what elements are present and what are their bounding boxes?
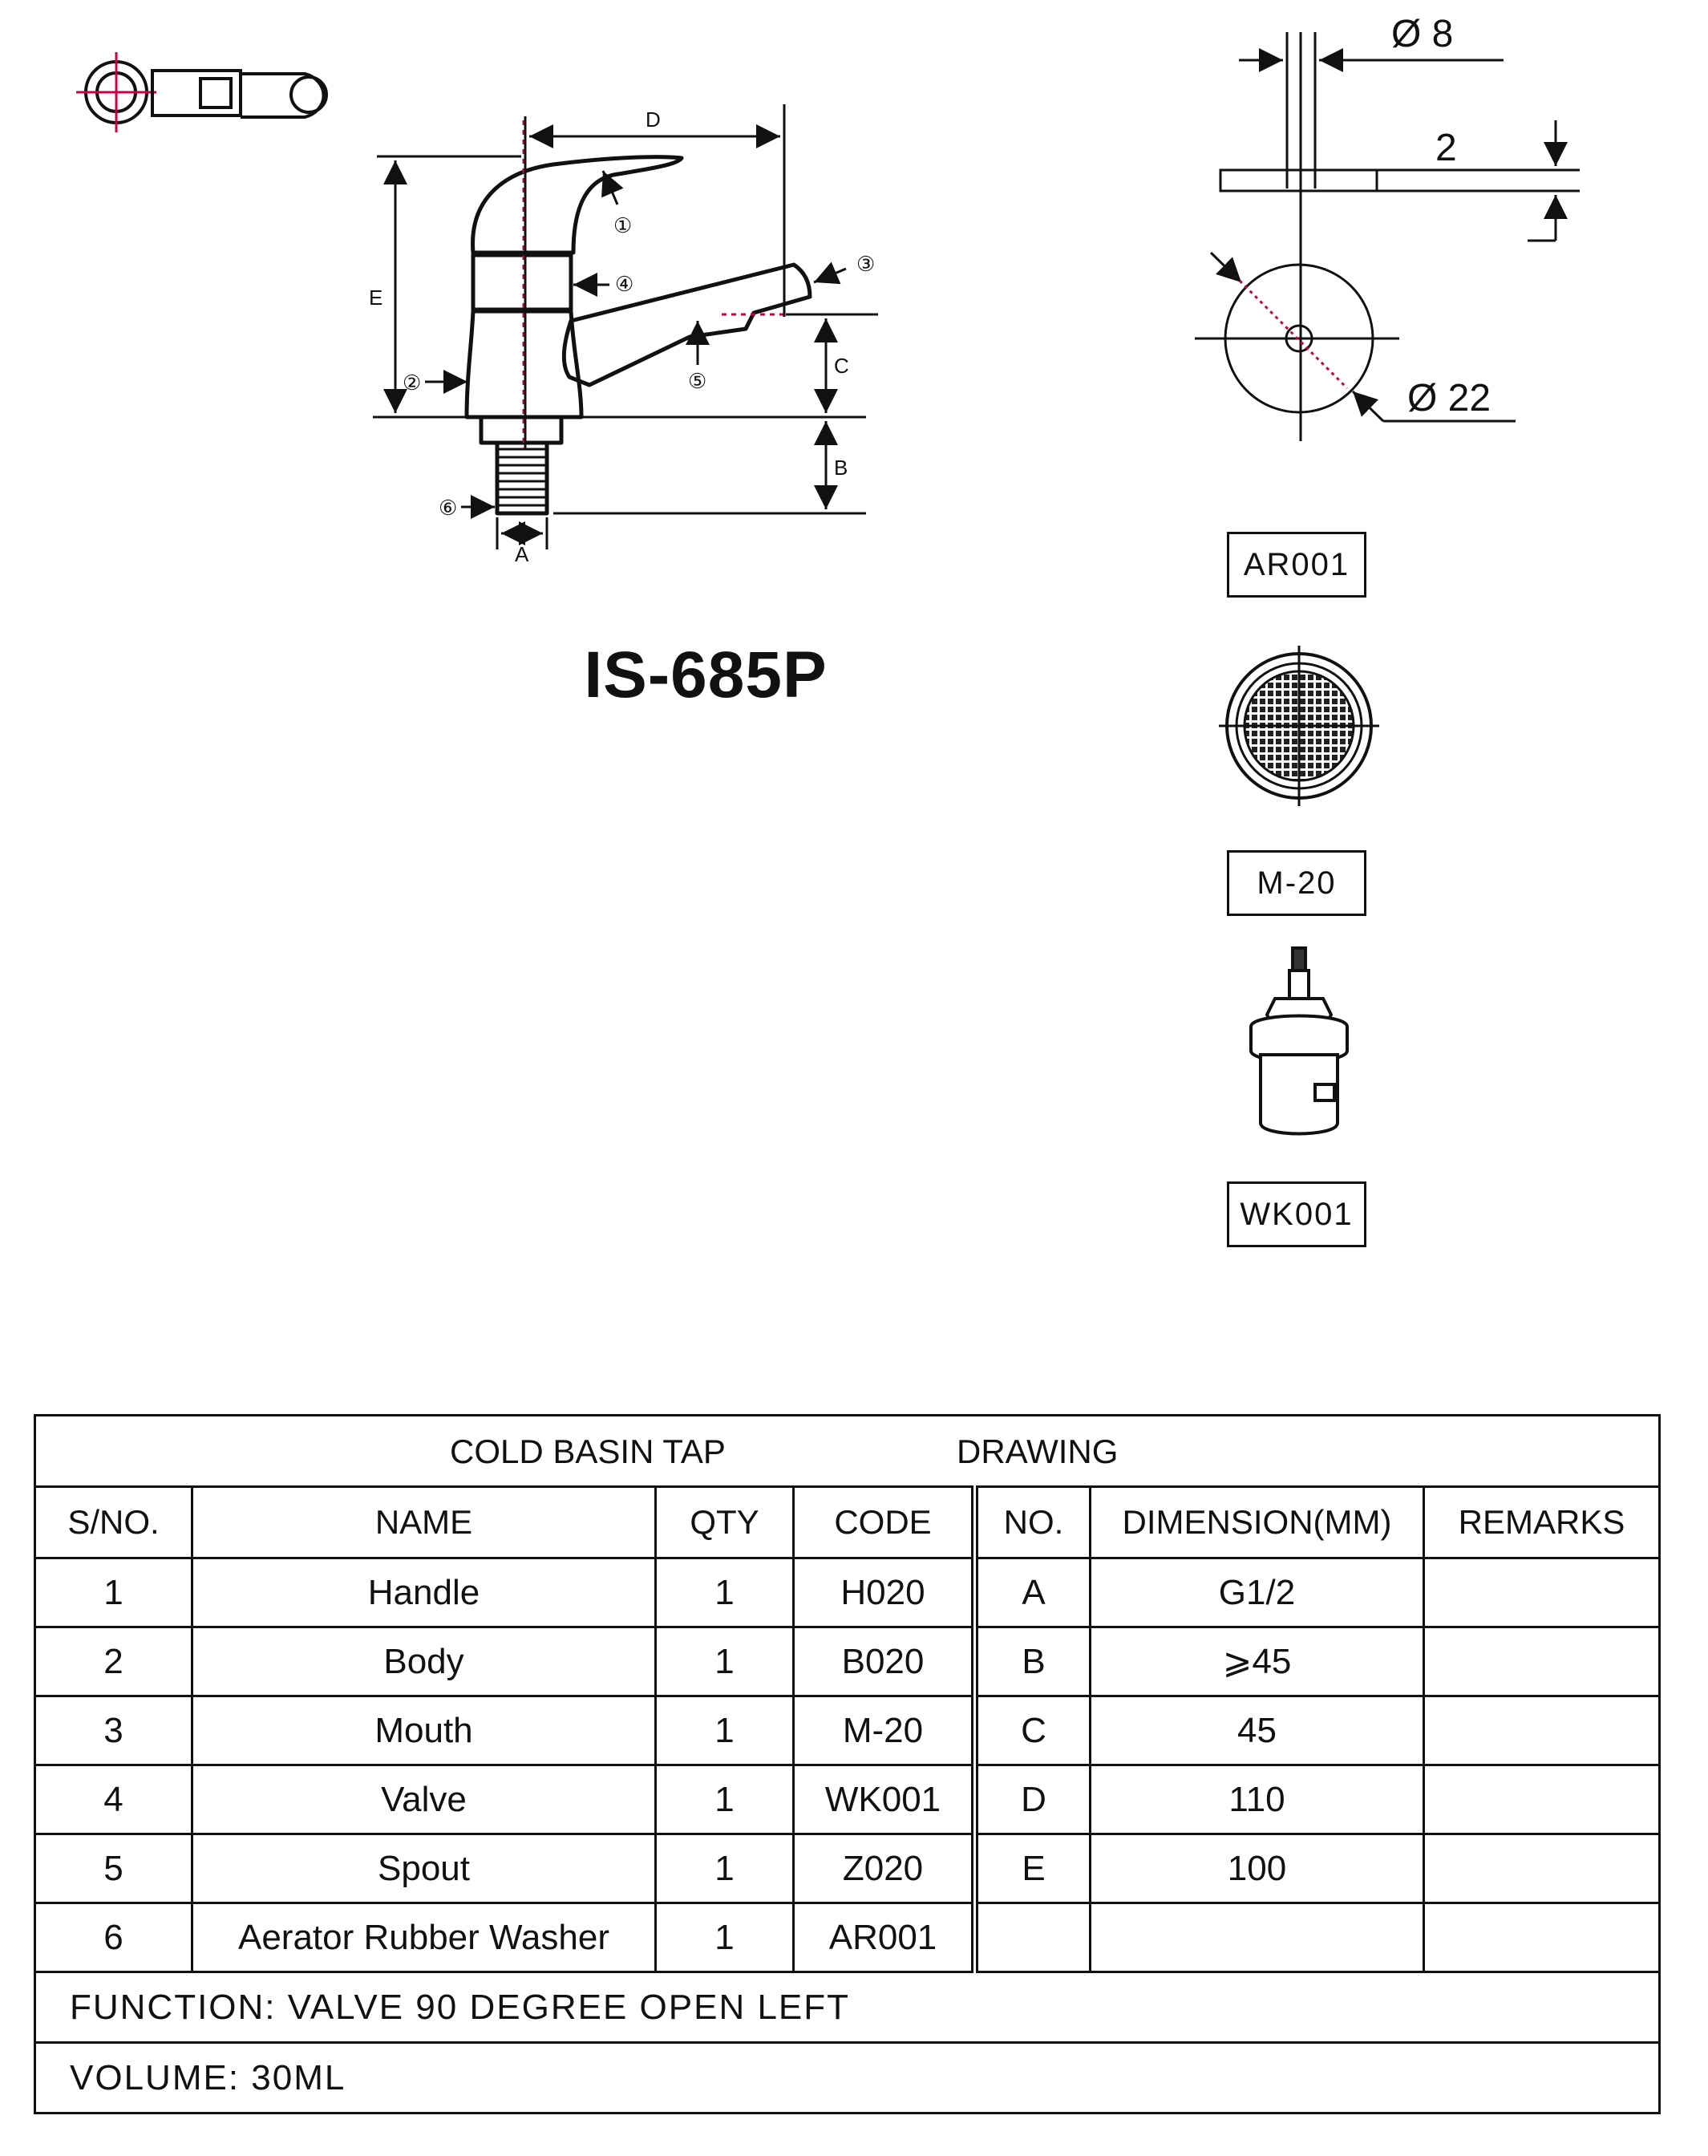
- cell-remarks: [1424, 1696, 1660, 1765]
- cell-remarks: [1424, 1765, 1660, 1834]
- cell-name: Aerator Rubber Washer: [192, 1903, 656, 1972]
- cell-no: B: [975, 1627, 1091, 1696]
- cell-qty: 1: [656, 1903, 794, 1972]
- valve-cartridge: [1251, 948, 1347, 1134]
- cell-no: E: [975, 1834, 1091, 1903]
- part-label-m20: M-20: [1227, 850, 1366, 916]
- header-code: CODE: [794, 1487, 975, 1558]
- dim-letter-e: E: [369, 286, 383, 310]
- cell-sno: 6: [35, 1903, 192, 1972]
- table-row: [35, 1696, 1660, 1765]
- cell-dimension: 110: [1091, 1765, 1424, 1834]
- cell-qty: 1: [656, 1558, 794, 1627]
- header-dimension: DIMENSION(MM): [1091, 1487, 1424, 1558]
- tap-top-view: [76, 52, 326, 132]
- cell-sno: 1: [35, 1558, 192, 1627]
- hole-diameter-label: Ø 8: [1391, 13, 1454, 55]
- volume-row: [35, 2043, 1660, 2113]
- header-no: NO.: [975, 1487, 1091, 1558]
- callout-2: ②: [403, 371, 422, 395]
- table-title: COLD BASIN TAP: [450, 1433, 726, 1470]
- cell-dimension: 45: [1091, 1696, 1424, 1765]
- cell-code: AR001: [794, 1903, 975, 1972]
- cell-dimension: G1/2: [1091, 1558, 1424, 1627]
- cell-qty: 1: [656, 1765, 794, 1834]
- cell-name: Mouth: [192, 1696, 656, 1765]
- callout-4: ④: [615, 272, 634, 296]
- dim-letter-c: C: [834, 354, 849, 378]
- thread-lines: [497, 449, 547, 505]
- cell-remarks: [1424, 1834, 1660, 1903]
- outer-diameter-label: Ø 22: [1407, 377, 1491, 419]
- cell-remarks: [1424, 1627, 1660, 1696]
- dim-letter-b: B: [834, 456, 848, 480]
- cell-no: A: [975, 1558, 1091, 1627]
- callout-6: ⑥: [439, 496, 458, 520]
- cell-code: WK001: [794, 1765, 975, 1834]
- cell-qty: 1: [656, 1834, 794, 1903]
- table-row: [35, 1834, 1660, 1903]
- table-header-row: [35, 1487, 1660, 1558]
- cell-remarks: [1424, 1558, 1660, 1627]
- cell-code: Z020: [794, 1834, 975, 1903]
- thickness-label: 2: [1435, 127, 1457, 169]
- part-label-wk001: WK001: [1227, 1181, 1366, 1247]
- cell-sno: 5: [35, 1834, 192, 1903]
- cell-sno: 4: [35, 1765, 192, 1834]
- bill-of-materials-table: [34, 1414, 1661, 2114]
- cell-sno: 3: [35, 1696, 192, 1765]
- cell-remarks: [1424, 1903, 1660, 1972]
- table-subtitle: DRAWING: [957, 1433, 1119, 1470]
- header-name: NAME: [192, 1487, 656, 1558]
- cell-dimension: 100: [1091, 1834, 1424, 1903]
- mouth-aerator-view: [1219, 646, 1379, 806]
- part-label-ar001: AR001: [1227, 532, 1366, 598]
- callout-3: ③: [856, 252, 876, 276]
- cell-dimension: [1091, 1903, 1424, 1972]
- cell-code: M-20: [794, 1696, 975, 1765]
- dim-letter-a: A: [515, 542, 529, 566]
- cell-code: H020: [794, 1558, 975, 1627]
- cell-code: B020: [794, 1627, 975, 1696]
- table-row: [35, 1903, 1660, 1972]
- tap-side-view: [467, 157, 810, 513]
- table-row: [35, 1558, 1660, 1627]
- table-row: [35, 1627, 1660, 1696]
- aerator-washer-detail: [1195, 32, 1580, 441]
- dim-letter-d: D: [646, 107, 661, 132]
- cell-sno: 2: [35, 1627, 192, 1696]
- callout-1: ①: [613, 213, 633, 237]
- callout-arrows: [425, 171, 846, 507]
- cell-name: Handle: [192, 1558, 656, 1627]
- cell-no: [975, 1903, 1091, 1972]
- header-sno: S/NO.: [35, 1487, 192, 1558]
- volume-note: VOLUME: 30ML: [35, 2043, 1660, 2113]
- cell-name: Spout: [192, 1834, 656, 1903]
- function-row: [35, 1972, 1660, 2043]
- cell-qty: 1: [656, 1627, 794, 1696]
- cell-name: Valve: [192, 1765, 656, 1834]
- aerator-dim-labels: [1391, 13, 1491, 419]
- table-row: [35, 1765, 1660, 1834]
- function-note: FUNCTION: VALVE 90 DEGREE OPEN LEFT: [35, 1972, 1660, 2043]
- cell-no: D: [975, 1765, 1091, 1834]
- header-qty: QTY: [656, 1487, 794, 1558]
- table-title-row: [35, 1416, 1660, 1487]
- cell-dimension: ⩾45: [1091, 1627, 1424, 1696]
- cell-name: Body: [192, 1627, 656, 1696]
- cell-qty: 1: [656, 1696, 794, 1765]
- header-remarks: REMARKS: [1424, 1487, 1660, 1558]
- callout-5: ⑤: [688, 369, 707, 393]
- model-title: IS-685P: [584, 638, 828, 711]
- cell-no: C: [975, 1696, 1091, 1765]
